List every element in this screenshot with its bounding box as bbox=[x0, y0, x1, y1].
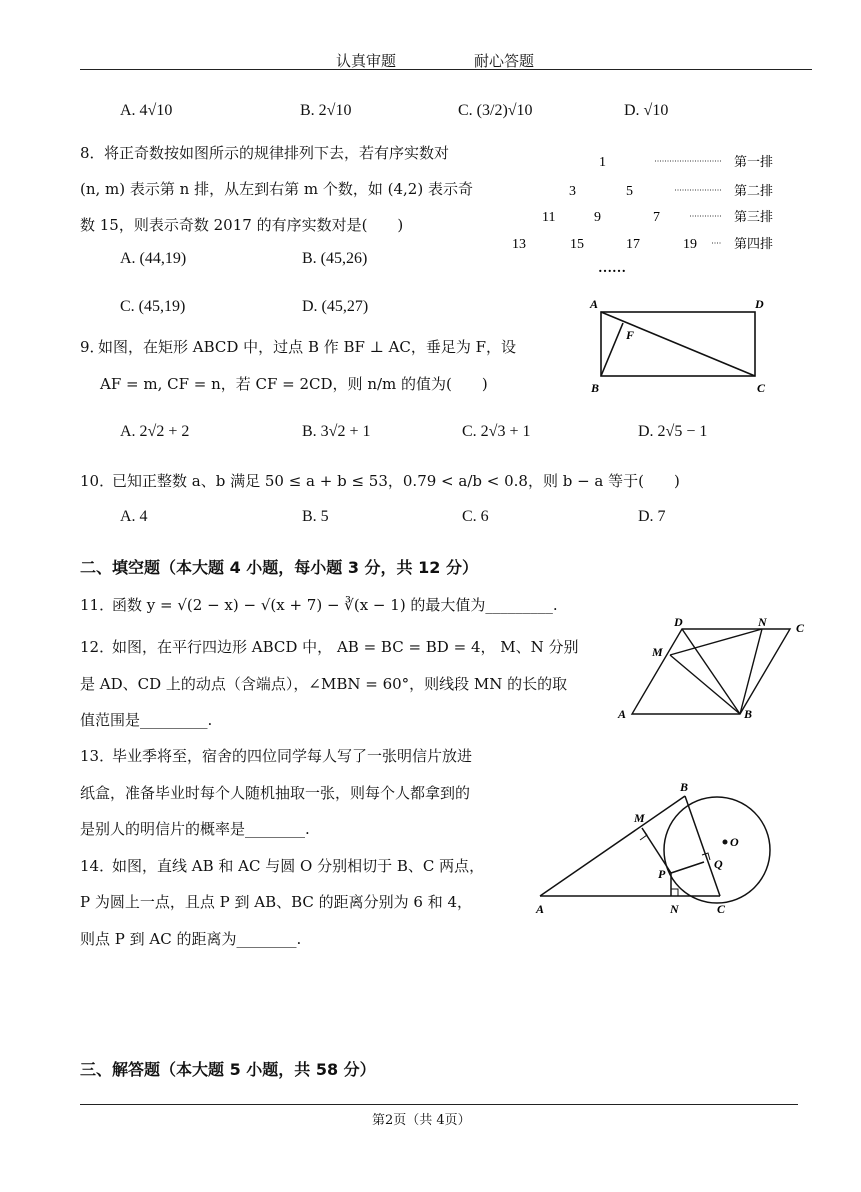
q8-option-d: D. (45,27) bbox=[302, 298, 369, 315]
q12-line3: 值范围是_________. bbox=[80, 711, 213, 729]
q14-tangent-circle-figure bbox=[530, 778, 800, 923]
header-right: 耐心答题 bbox=[474, 52, 535, 70]
row4-num1: 13 bbox=[512, 237, 526, 252]
q13-line3: 是别人的明信片的概率是________. bbox=[80, 820, 310, 838]
label-M: M bbox=[652, 645, 663, 659]
row4-num3: 17 bbox=[626, 237, 640, 252]
q9-line2: AF = m, CF = n，若 CF = 2CD，则 n/m 的值为( ) bbox=[100, 375, 488, 393]
q7-option-b: B. 2√10 bbox=[300, 102, 352, 119]
q12-line1: 如图，在平行四边形 ABCD 中， AB = BC = BD = 4， M、N 分别 bbox=[112, 638, 579, 656]
footer-page-number: 第2页（共 4页） bbox=[372, 1113, 471, 1128]
q12-number: 12． bbox=[80, 638, 115, 656]
q8-option-a: A. (44,19) bbox=[120, 250, 187, 267]
q10-number: 10． bbox=[80, 472, 115, 490]
section-3-heading: 三、解答题（本大题 5 小题，共 58 分） bbox=[80, 1060, 376, 1079]
row3-num1: 11 bbox=[542, 210, 556, 225]
q9-option-b: B. 3√2 + 1 bbox=[302, 423, 371, 440]
label-B: B bbox=[680, 780, 689, 794]
label-C: C bbox=[796, 621, 805, 635]
label-Q: Q bbox=[714, 857, 723, 871]
q9-line1: 如图，在矩形 ABCD 中，过点 B 作 BF ⊥ AC，垂足为 F，设 bbox=[98, 338, 517, 356]
label-A: A bbox=[536, 902, 545, 916]
q10-option-a: A. 4 bbox=[120, 508, 148, 525]
row-label-3: 第三排 bbox=[734, 210, 774, 225]
label-P: P bbox=[658, 867, 666, 881]
q13-line1: 毕业季将至，宿舍的四位同学每人写了一张明信片放进 bbox=[112, 747, 473, 765]
label-M: M bbox=[634, 811, 645, 825]
q11-number: 11． bbox=[80, 596, 115, 614]
q8-option-b: B. (45,26) bbox=[302, 250, 368, 267]
q12-parallelogram-figure bbox=[612, 614, 817, 724]
label-D: D bbox=[755, 297, 764, 311]
q10-option-b: B. 5 bbox=[302, 508, 329, 525]
row3-num2: 9 bbox=[594, 210, 601, 225]
q8-line1: 将正奇数按如图所示的规律排列下去，若有序实数对 bbox=[104, 144, 450, 162]
label-C: C bbox=[717, 902, 726, 916]
q8-option-c: C. (45,19) bbox=[120, 298, 186, 315]
q8-number: 8． bbox=[80, 144, 105, 162]
row4-num2: 15 bbox=[570, 237, 584, 252]
label-F: F bbox=[626, 328, 635, 342]
triangle-ellipsis: …… bbox=[598, 261, 626, 276]
label-A: A bbox=[618, 707, 627, 721]
q9-option-a: A. 2√2 + 2 bbox=[120, 423, 190, 440]
label-D: D bbox=[674, 615, 683, 629]
row3-num3: 7 bbox=[653, 210, 660, 225]
q9-number: 9． bbox=[80, 338, 105, 356]
label-C: C bbox=[757, 381, 766, 395]
q10-text: 已知正整数 a、b 满足 50 ≤ a + b ≤ 53，0.79 < a/b < 0.8，则 b − a 等于( ) bbox=[112, 472, 680, 490]
footer-rule bbox=[80, 1104, 798, 1105]
row-label-2: 第二排 bbox=[734, 184, 774, 199]
q8-number-triangle-figure bbox=[500, 148, 820, 278]
label-B: B bbox=[591, 381, 600, 395]
label-O: O bbox=[730, 835, 739, 849]
header-left: 认真审题 bbox=[336, 52, 397, 70]
label-N: N bbox=[758, 615, 767, 629]
label-B: B bbox=[744, 707, 753, 721]
q11-text: 函数 y = √(2 − x) − √(x + 7) − ∛(x − 1) 的最大值为_________. bbox=[112, 596, 558, 614]
q12-line2: 是 AD、CD 上的动点（含端点），∠MBN = 60°，则线段 MN 的长的取 bbox=[80, 675, 568, 693]
q7-option-a: A. 4√10 bbox=[120, 102, 173, 119]
q7-option-d: D. √10 bbox=[624, 102, 669, 119]
row-label-4: 第四排 bbox=[734, 237, 774, 252]
q9-option-c: C. 2√3 + 1 bbox=[462, 423, 531, 440]
q13-line2: 纸盒，准备毕业时每个人随机抽取一张，则每个人都拿到的 bbox=[80, 784, 471, 802]
row4-num4: 19 bbox=[683, 237, 697, 252]
label-A: A bbox=[590, 297, 599, 311]
q7-option-c: C. (3/2)√10 bbox=[458, 102, 533, 119]
row1-num1: 1 bbox=[599, 155, 606, 170]
q14-number: 14． bbox=[80, 857, 115, 875]
row-label-1: 第一排 bbox=[734, 155, 774, 170]
q9-option-d: D. 2√5 − 1 bbox=[638, 423, 708, 440]
label-N: N bbox=[670, 902, 679, 916]
q10-option-d: D. 7 bbox=[638, 508, 666, 525]
q14-line3: 则点 P 到 AC 的距离为________. bbox=[80, 930, 302, 948]
q10-option-c: C. 6 bbox=[462, 508, 489, 525]
row2-num2: 5 bbox=[626, 184, 633, 199]
q14-line2: P 为圆上一点，且点 P 到 AB、BC 的距离分别为 6 和 4， bbox=[80, 893, 473, 911]
q8-line2: (n, m) 表示第 n 排，从左到右第 m 个数，如 (4,2) 表示奇 bbox=[80, 180, 473, 198]
row2-num1: 3 bbox=[569, 184, 576, 199]
header-rule bbox=[80, 69, 812, 70]
q13-number: 13． bbox=[80, 747, 115, 765]
q9-rectangle-figure bbox=[585, 292, 775, 397]
q14-line1: 如图，直线 AB 和 AC 与圆 O 分别相切于 B、C 两点， bbox=[112, 857, 485, 875]
section-2-heading: 二、填空题（本大题 4 小题，每小题 3 分，共 12 分） bbox=[80, 558, 478, 577]
q8-line3: 数 15，则表示奇数 2017 的有序实数对是( ) bbox=[80, 216, 404, 234]
